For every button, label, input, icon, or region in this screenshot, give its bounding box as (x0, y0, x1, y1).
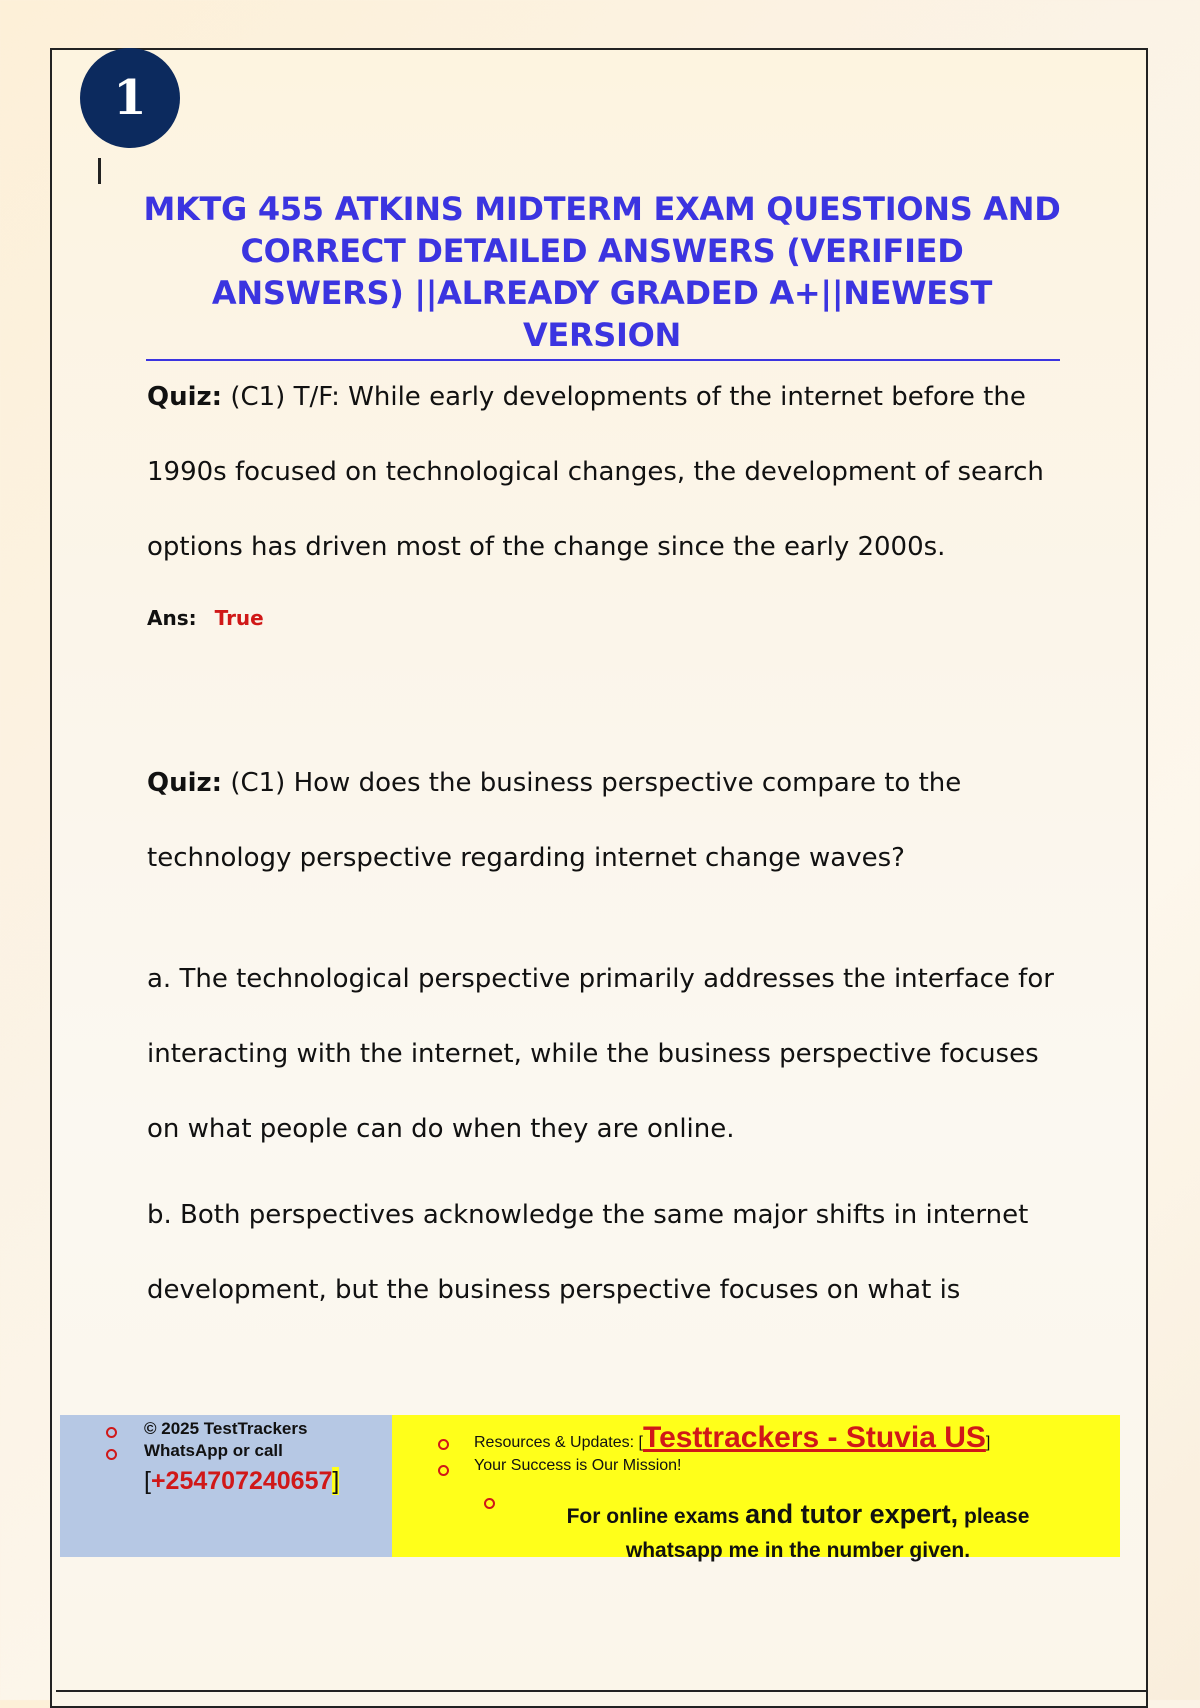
copyright-text: © 2025 TestTrackers (144, 1419, 308, 1438)
quiz-label: Quiz: (147, 382, 223, 412)
answer-line (147, 606, 264, 630)
question-2 (147, 746, 1067, 896)
page-number: 1 (113, 70, 147, 126)
page-bottom-rule (56, 1690, 1146, 1692)
bullet-icon (438, 1465, 449, 1476)
question-text: (C1) T/F: While early developments of the internet before the 1990s focused on technological changes, the development of search options has driven most of the change since the early 2000s. (147, 382, 1044, 562)
quiz-label: Quiz: (147, 768, 223, 798)
document-page (50, 48, 1148, 1708)
footer-promo-panel (392, 1415, 1120, 1562)
stuvia-link[interactable]: Testtrackers - Stuvia US (642, 1421, 986, 1454)
bullet-icon (484, 1498, 495, 1509)
bullet-icon (106, 1449, 117, 1460)
footer-contact-panel (60, 1415, 392, 1557)
answer-value: True (214, 606, 264, 630)
bullet-icon (438, 1439, 449, 1450)
question-1 (147, 360, 1067, 585)
bullet-icon (106, 1427, 117, 1438)
option-a: a. The technological perspective primarily addresses the interface for interacting with the internet, while the business perspective focuses on what people can do when they are online. (147, 964, 1054, 1144)
mission-text: Your Success is Our Mission! (474, 1457, 682, 1474)
resources-line: Resources & Updates: [Testtrackers - Stuvia US] (474, 1421, 991, 1454)
phone-number: [+254707240657] (144, 1467, 340, 1495)
question-text: (C1) How does the business perspective compare to the technology perspective regarding internet change waves? (147, 768, 962, 873)
promo-text: For online exams and tutor expert, please whatsapp me in the number given. (566, 1499, 1030, 1562)
option-b: b. Both perspectives acknowledge the same major shifts in internet development, but the business perspective focuses on what is (147, 1200, 1029, 1305)
answer-label: Ans: (147, 606, 197, 630)
text-cursor (98, 158, 101, 184)
page-number-badge (80, 48, 180, 148)
contact-label: WhatsApp or call (144, 1441, 283, 1460)
document-title: MKTG 455 ATKINS MIDTERM EXAM QUESTIONS AND CORRECT DETAILED ANSWERS (VERIFIED ANSWERS) ||ALREADY GRADED A+||NEWEST VERSION (143, 190, 1061, 354)
